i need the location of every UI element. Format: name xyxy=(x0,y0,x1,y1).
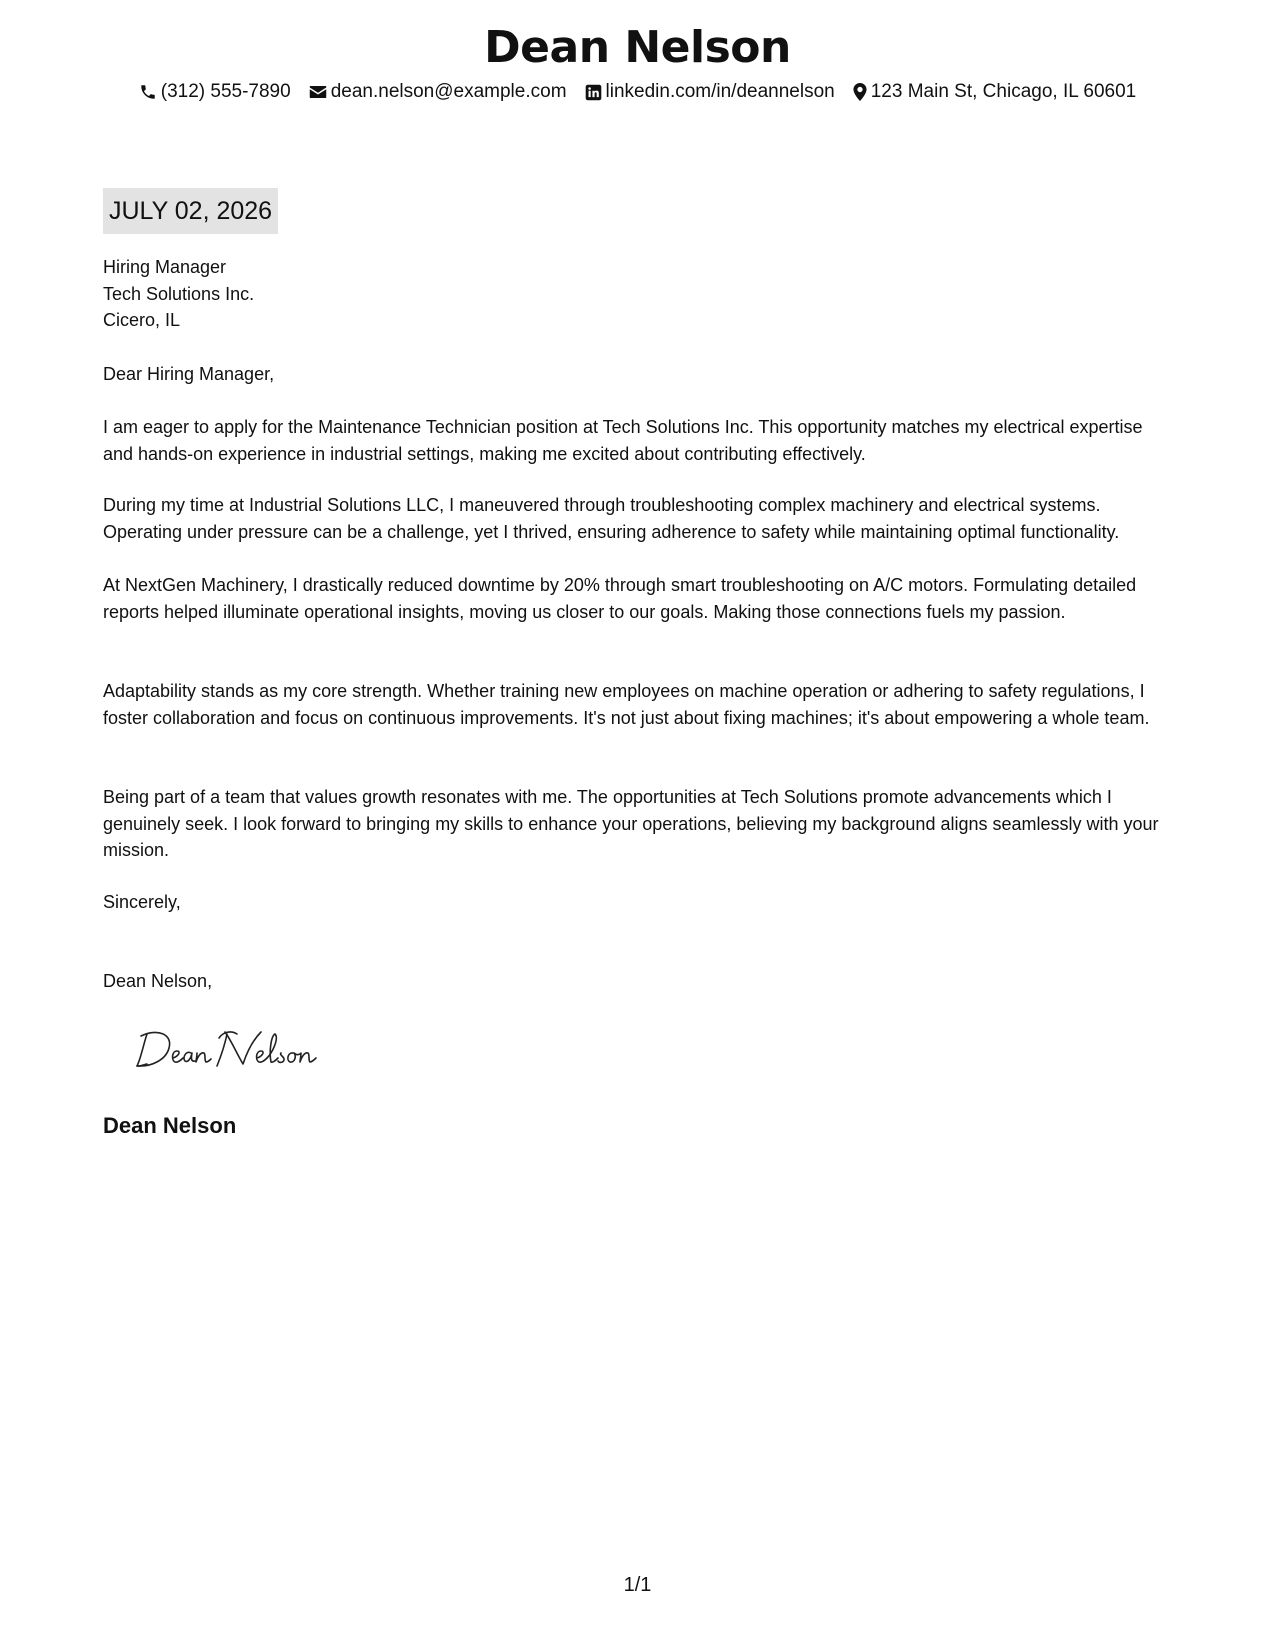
body-paragraph: Being part of a team that values growth resonates with me. The opportunities at Tech Solutions promote advancements which I genuinely seek. I look forward to bringing my skills to enhance your operations, believing my background aligns seamlessly with your mission. xyxy=(103,787,1159,860)
email-text: dean.nelson@example.com xyxy=(330,81,567,102)
linkedin-icon xyxy=(585,84,602,101)
phone-text: (312) 555-7890 xyxy=(160,81,291,102)
phone-icon xyxy=(139,83,157,101)
linkedin-text: linkedin.com/in/deannelson xyxy=(605,81,835,102)
signature-name: Dean Nelson xyxy=(103,1113,237,1138)
recipient-block xyxy=(103,254,1173,334)
contact-info-row xyxy=(0,79,1275,105)
handwritten-signature xyxy=(133,1020,343,1080)
closing: Sincerely, xyxy=(103,892,181,912)
recipient-company: Tech Solutions Inc. xyxy=(103,283,255,304)
envelope-icon xyxy=(309,84,327,100)
contact-phone xyxy=(139,79,291,105)
page-number: 1/1 xyxy=(623,1574,652,1596)
body-paragraph: Adaptability stands as my core strength. Whether training new employees on machine operation or adhering to safety regulations, I foster collaboration and focus on continuous improvements. It's not just about fixing machines; it's about empowering a whole team. xyxy=(103,681,1150,728)
map-marker-icon xyxy=(853,83,867,101)
body-paragraph: During my time at Industrial Solutions LLC, I maneuvered through troubleshooting complex machinery and electrical systems. Operating under pressure can be a challenge, yet I thrived, ensuring adherence to safety while maintaining optimal functionality. xyxy=(103,495,1120,542)
letter-date: JULY 02, 2026 xyxy=(103,188,278,234)
address-text: 123 Main St, Chicago, IL 60601 xyxy=(870,81,1137,102)
body-paragraph: I am eager to apply for the Maintenance Technician position at Tech Solutions Inc. This opportunity matches my electrical expertise and hands-on experience in industrial settings, making me excited about contributing effectively. xyxy=(103,417,1143,464)
contact-address xyxy=(853,79,1136,105)
salutation: Dear Hiring Manager, xyxy=(103,364,275,384)
contact-email xyxy=(309,79,567,105)
signoff-name: Dean Nelson, xyxy=(103,971,213,991)
body-paragraph: At NextGen Machinery, I drastically reduced downtime by 20% through smart troubleshooting on A/C motors. Formulating detailed reports helped illuminate operational insights, moving us closer to our goals. Making those connections fuels my passion. xyxy=(103,575,1137,622)
applicant-name-heading: Dean Nelson xyxy=(484,22,791,73)
contact-linkedin xyxy=(585,79,835,105)
recipient-location: Cicero, IL xyxy=(103,310,181,330)
recipient-title: Hiring Manager xyxy=(103,257,227,277)
